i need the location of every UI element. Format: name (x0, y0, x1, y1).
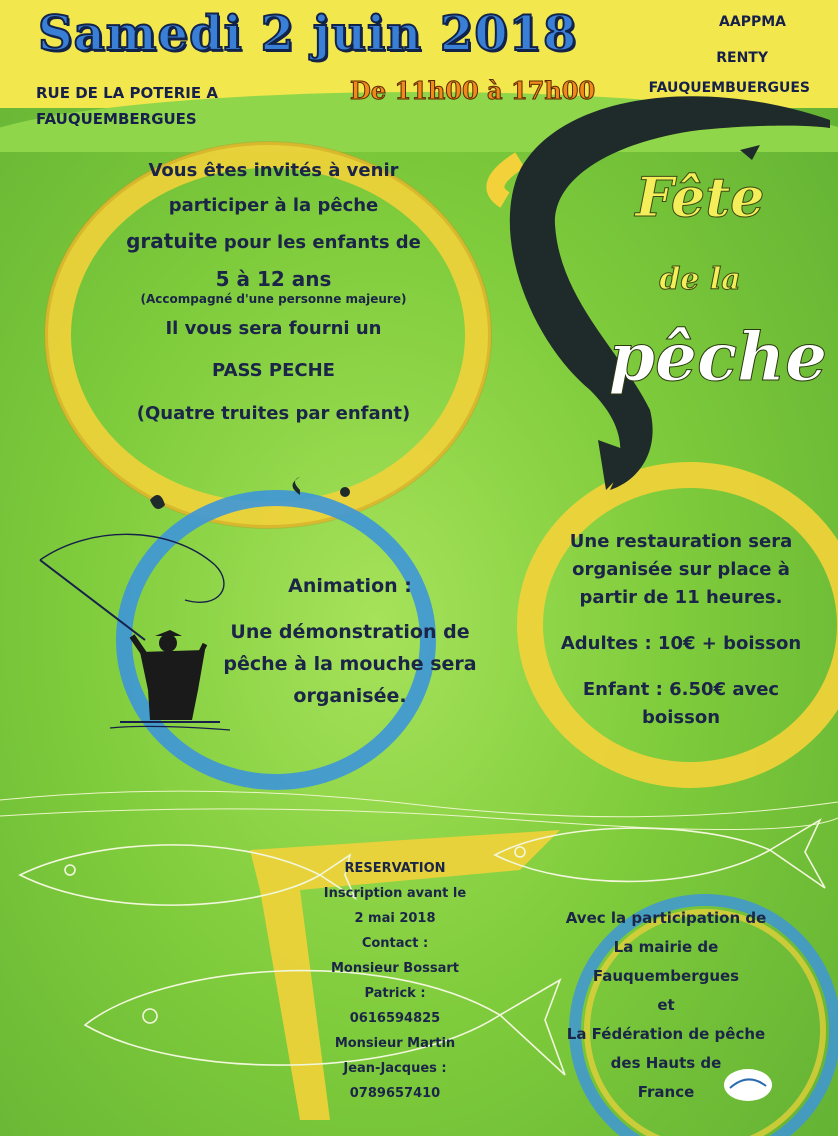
invite-accompany-note: (Accompagné d'une personne majeure) (140, 291, 407, 306)
org-location: FAUQUEMBUERGUES (648, 80, 810, 96)
reservation-date: 2 mai 2018 (354, 911, 436, 926)
reservation-block (300, 856, 490, 1106)
address-line-1: RUE DE LA POTERIE A (36, 84, 218, 102)
invite-trout-note: (Quatre truites par enfant) (136, 402, 411, 424)
address-line-2: FAUQUEMBERGUES (36, 110, 197, 128)
contact-phone: 0616594825 (349, 1011, 441, 1026)
invite-line: Vous êtes invités à venir (148, 160, 399, 181)
contact-name: Monsieur Bossart (330, 961, 460, 976)
animation-line: Une démonstration de (230, 621, 470, 643)
invite-free-word: gratuite (126, 229, 218, 253)
partners-line: La mairie de (613, 938, 719, 956)
invite-line: participer à la pêche (168, 194, 379, 216)
animation-line: pêche à la mouche sera (223, 653, 477, 675)
adult-price: Adultes : 10€ + boisson (560, 633, 802, 654)
animation-line: organisée. (293, 685, 407, 707)
invite-line (76, 229, 471, 255)
peche-word: pêche (608, 318, 828, 396)
animation-block (200, 570, 500, 712)
partners-line: et (657, 996, 675, 1014)
contact-firstname: Patrick : (364, 986, 426, 1001)
partners-line: La Fédération de pêche (566, 1025, 766, 1043)
partners-block (535, 904, 797, 1107)
restauration-line: Une restauration sera (569, 531, 793, 552)
reservation-deadline: Inscription avant le (323, 886, 467, 901)
contact-name: Monsieur Martin (334, 1036, 456, 1051)
animation-title: Animation : (288, 575, 412, 597)
restauration-line: organisée sur place à (572, 559, 790, 580)
contact-phone: 0789657410 (349, 1086, 441, 1101)
partners-line: Avec la participation de (565, 909, 767, 927)
partners-line: des Hauts de (610, 1054, 722, 1072)
child-price-note: boisson (641, 707, 721, 728)
invite-line: Il vous sera fourni un (165, 317, 382, 339)
contact-label: Contact : (361, 936, 429, 951)
invitation-block (76, 160, 471, 425)
event-date-title: Samedi 2 juin 2018 (38, 6, 578, 62)
invite-age: 5 à 12 ans (215, 266, 332, 291)
de-la-word: de la (659, 262, 741, 297)
pass-peche: PASS PECHE (212, 360, 335, 381)
event-hours: De 11h00 à 17h00 (350, 76, 596, 105)
contact-firstname: Jean-Jacques : (343, 1061, 447, 1076)
child-price: Enfant : 6.50€ avec (582, 679, 780, 700)
restauration-line: partir de 11 heures. (579, 587, 783, 608)
partners-line: France (637, 1083, 695, 1101)
org-name: AAPPMA (719, 14, 786, 30)
org-town: RENTY (716, 50, 768, 66)
restauration-block (535, 528, 827, 732)
fete-word: Fête (635, 165, 765, 229)
reservation-title: RESERVATION (344, 861, 446, 876)
partners-line: Fauquembergues (592, 967, 740, 985)
invite-line-rest: pour les enfants de (217, 232, 421, 253)
